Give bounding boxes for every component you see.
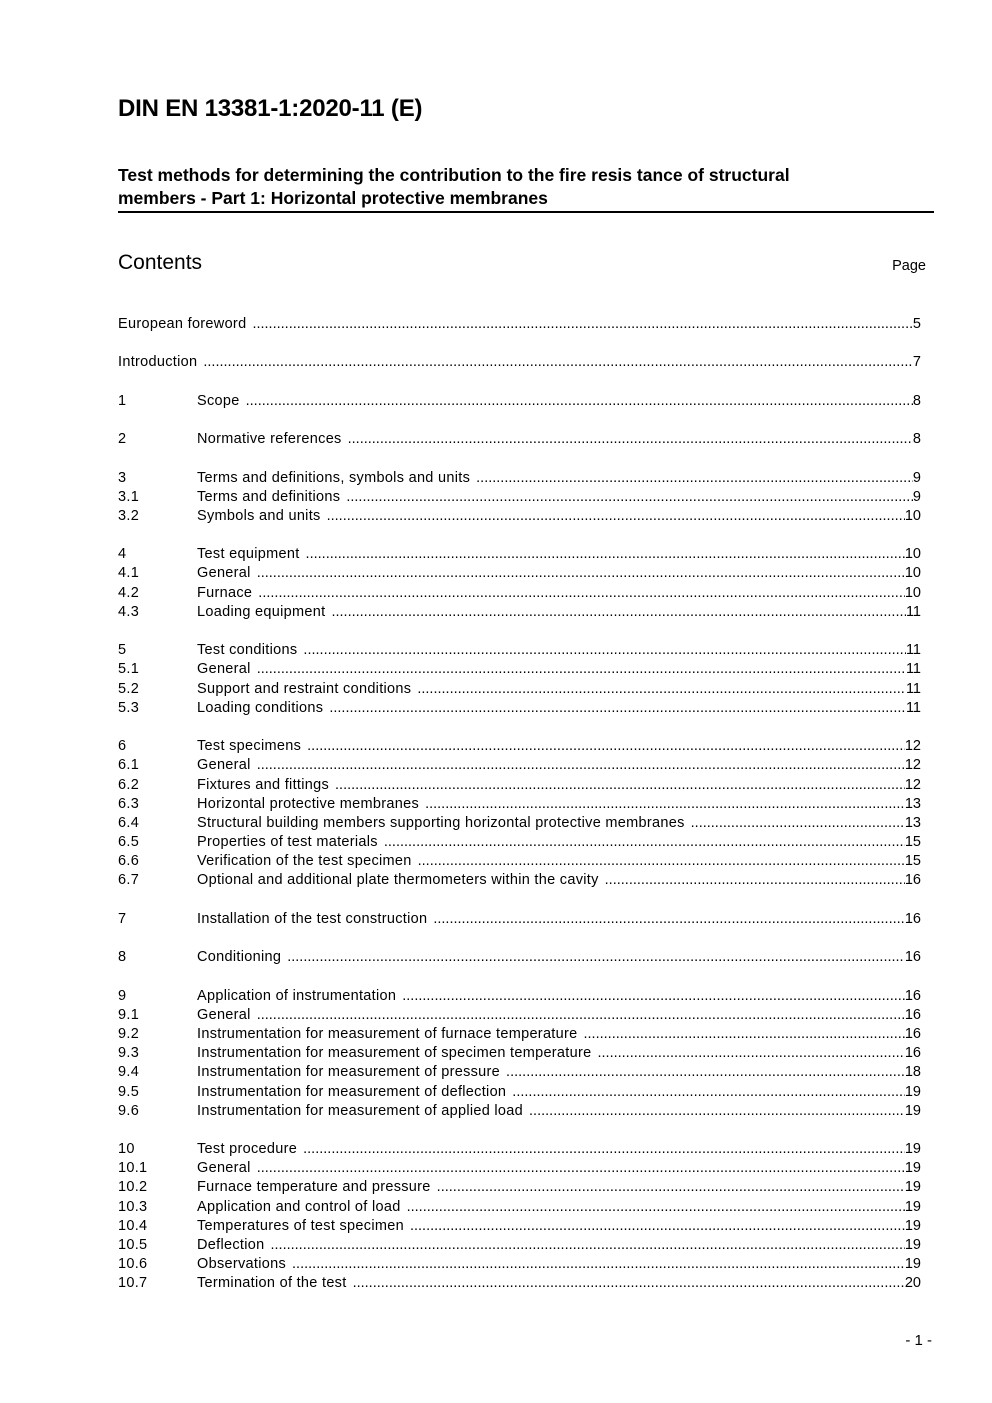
toc-entry-page: 15 <box>904 853 921 870</box>
toc-entry[interactable] <box>118 315 921 334</box>
toc-entry-page: 8 <box>912 392 921 409</box>
toc-entry[interactable] <box>118 737 921 756</box>
toc-entry-page: 19 <box>904 1179 921 1196</box>
toc-entry-title: Deflection <box>197 1237 265 1253</box>
toc-entry[interactable] <box>118 1083 921 1102</box>
toc-dot-leader <box>335 776 905 795</box>
toc-entry[interactable] <box>118 987 921 1006</box>
toc-dot-leader <box>512 1083 905 1102</box>
toc-entry[interactable] <box>118 1236 921 1255</box>
toc-entry-page: 12 <box>904 776 921 793</box>
toc-entry-number: 6.2 <box>118 776 140 793</box>
toc-entry-number: 6.4 <box>118 814 140 831</box>
toc-entry[interactable] <box>118 776 921 795</box>
toc-entry-number: 10.2 <box>118 1179 148 1196</box>
toc-entry-page: 11 <box>905 603 921 620</box>
toc-entry[interactable] <box>118 392 921 411</box>
toc-entry-page: 11 <box>905 699 921 716</box>
toc-entry-page: 16 <box>904 1025 921 1042</box>
toc-dot-leader <box>252 315 912 334</box>
toc-entry-title: Symbols and units <box>197 507 321 524</box>
toc-entry-number: 9.6 <box>118 1102 140 1119</box>
toc-entry-title: Optional and additional plate thermometers within the cavity <box>197 872 599 889</box>
toc-entry-title: Fixtures and fittings <box>197 776 330 793</box>
toc-entry-number: 5.1 <box>118 661 140 678</box>
toc-dot-leader <box>348 430 913 449</box>
toc-dot-leader <box>257 756 905 775</box>
toc-dot-leader <box>425 795 905 814</box>
toc-dot-leader <box>303 641 906 660</box>
toc-entry[interactable] <box>118 756 921 775</box>
toc-entry-page: 16 <box>904 872 921 889</box>
toc-entry-title: Test procedure <box>197 1141 298 1158</box>
toc-entry-number: 6.1 <box>118 757 140 774</box>
toc-entry-title: Instrumentation for measurement of specimen temperature <box>197 1045 592 1062</box>
toc-entry-number: 4.3 <box>118 603 140 620</box>
toc-dot-leader <box>417 680 906 699</box>
toc-dot-leader <box>257 1159 905 1178</box>
toc-entry-title: Test conditions <box>197 642 298 659</box>
footer-page-number: - 1 - <box>905 1332 932 1349</box>
toc-entry-page: 16 <box>904 1045 921 1062</box>
toc-entry-page: 19 <box>904 1256 921 1273</box>
toc-entry-title: Verification of the test specimen <box>197 853 412 870</box>
toc-entry[interactable] <box>118 1274 921 1293</box>
toc-entry-title: Application of instrumentation <box>197 987 397 1004</box>
toc-dot-leader <box>529 1102 905 1121</box>
toc-entry-title: General <box>197 565 251 582</box>
toc-entry-title: Conditioning <box>197 949 282 966</box>
toc-entry-page: 16 <box>904 910 921 927</box>
toc-entry-number: 8 <box>118 949 127 966</box>
toc-entry[interactable] <box>118 507 921 526</box>
toc-entry-title: Observations <box>197 1256 287 1273</box>
toc-entry[interactable] <box>118 1140 921 1159</box>
toc-dot-leader <box>353 1274 905 1293</box>
toc-entry-number: 4.1 <box>118 565 140 582</box>
toc-dot-leader <box>246 392 913 411</box>
toc-entry-number: 1 <box>118 392 127 409</box>
toc-entry-page: 19 <box>904 1217 921 1234</box>
toc-dot-leader <box>437 1178 905 1197</box>
toc-dot-leader <box>597 1044 904 1063</box>
toc-dot-leader <box>257 564 905 583</box>
toc-entry-number: 10.5 <box>118 1237 148 1253</box>
toc-entry-title: Instrumentation for measurement of deflection <box>197 1083 507 1100</box>
toc-entry-title: General <box>197 661 251 678</box>
toc-dot-leader <box>584 1025 905 1044</box>
toc-entry[interactable] <box>118 1044 921 1063</box>
toc-entry[interactable] <box>118 1025 921 1044</box>
toc-entry-page: 19 <box>904 1237 921 1253</box>
toc-entry-title: Test equipment <box>197 546 300 563</box>
toc-entry-number: 9.5 <box>118 1083 140 1100</box>
toc-entry-page: 5 <box>912 316 921 332</box>
toc-entry-title: Termination of the test <box>197 1275 347 1292</box>
toc-entry[interactable] <box>118 430 921 449</box>
toc-entry-number: 9.1 <box>118 1006 140 1023</box>
toc-entry[interactable] <box>118 660 921 679</box>
toc-entry[interactable] <box>118 353 921 372</box>
toc-dot-leader <box>476 469 913 488</box>
table-of-contents <box>118 315 921 1294</box>
toc-entry-page: 19 <box>904 1198 921 1215</box>
toc-entry-page: 12 <box>904 738 921 755</box>
toc-entry-number: 4 <box>118 546 127 563</box>
toc-entry-title: Properties of test materials <box>197 834 378 851</box>
toc-entry-number: 10.1 <box>118 1160 148 1177</box>
toc-entry-page: 16 <box>904 987 921 1004</box>
toc-entry-page: 11 <box>905 661 921 678</box>
toc-dot-leader <box>257 1006 905 1025</box>
toc-entry-number: 3.2 <box>118 507 140 524</box>
toc-entry-page: 20 <box>904 1275 921 1292</box>
toc-entry-title: Horizontal protective membranes <box>197 795 420 812</box>
toc-entry-number: 9.4 <box>118 1064 140 1081</box>
toc-entry-page: 7 <box>912 354 921 371</box>
toc-dot-leader <box>691 814 905 833</box>
document-title-line-2: members - Part 1: Horizontal protective membranes <box>118 188 548 208</box>
toc-entry-number: 7 <box>118 910 127 927</box>
toc-entry-number: 5.3 <box>118 699 140 716</box>
toc-entry-title: Instrumentation for measurement of applied load <box>197 1102 524 1119</box>
toc-entry-number: 3 <box>118 469 127 486</box>
toc-entry-title: Support and restraint conditions <box>197 680 412 697</box>
toc-entry-number: 6 <box>118 738 127 755</box>
toc-entry-title: Terms and definitions, symbols and units <box>197 469 471 486</box>
toc-entry-title: Normative references <box>197 431 342 448</box>
toc-entry-page: 9 <box>912 469 921 486</box>
toc-dot-leader <box>306 545 905 564</box>
toc-entry[interactable] <box>118 584 921 603</box>
toc-entry-number: 6.7 <box>118 872 140 889</box>
document-id: DIN EN 13381-1:2020-11 (E) <box>118 95 423 122</box>
toc-entry-title: Scope <box>197 392 240 409</box>
toc-entry-number: 9.2 <box>118 1025 140 1042</box>
toc-entry[interactable] <box>118 1198 921 1217</box>
toc-entry-page: 10 <box>904 565 921 582</box>
toc-dot-leader <box>327 507 905 526</box>
toc-entry-number: 5 <box>118 642 127 659</box>
document-title <box>118 164 934 213</box>
toc-entry-title: Terms and definitions <box>197 488 341 505</box>
toc-entry-title: General <box>197 757 251 774</box>
toc-entry-title: European foreword <box>118 316 247 332</box>
toc-dot-leader <box>506 1063 905 1082</box>
toc-entry-page: 11 <box>905 680 921 697</box>
toc-dot-leader <box>257 660 906 679</box>
toc-dot-leader <box>407 1198 905 1217</box>
toc-entry-number: 10.3 <box>118 1198 148 1215</box>
toc-entry[interactable] <box>118 852 921 871</box>
document-title-line-1: Test methods for determining the contribution to the fire resis tance of structural <box>118 165 790 185</box>
toc-entry[interactable] <box>118 1255 921 1274</box>
toc-entry-page: 16 <box>904 1006 921 1023</box>
toc-entry-number: 6.5 <box>118 834 140 851</box>
toc-entry-title: Instrumentation for measurement of furnace temperature <box>197 1025 578 1042</box>
toc-entry-number: 4.2 <box>118 584 140 601</box>
toc-entry[interactable] <box>118 1006 921 1025</box>
toc-entry-page: 10 <box>904 546 921 563</box>
toc-dot-leader <box>203 353 913 372</box>
toc-entry-number: 10 <box>118 1141 135 1158</box>
toc-dot-leader <box>287 948 905 967</box>
toc-dot-leader <box>605 871 905 890</box>
toc-entry[interactable] <box>118 1178 921 1197</box>
toc-entry[interactable] <box>118 564 921 583</box>
toc-entry-title: Structural building members supporting horizontal protective membranes <box>197 814 685 831</box>
toc-entry-page: 19 <box>904 1160 921 1177</box>
toc-entry-number: 9 <box>118 987 127 1004</box>
toc-entry[interactable] <box>118 680 921 699</box>
toc-entry-title: General <box>197 1006 251 1023</box>
toc-entry-page: 10 <box>904 507 921 524</box>
toc-entry-title: Furnace temperature and pressure <box>197 1179 431 1196</box>
toc-entry-number: 6.3 <box>118 795 140 812</box>
toc-entry-page: 18 <box>904 1064 921 1081</box>
toc-entry-title: Temperatures of test specimen <box>197 1217 404 1234</box>
toc-entry-number: 5.2 <box>118 680 140 697</box>
toc-entry-page: 19 <box>904 1102 921 1119</box>
toc-entry[interactable] <box>118 871 921 890</box>
toc-entry-page: 16 <box>904 949 921 966</box>
toc-entry[interactable] <box>118 1217 921 1236</box>
toc-dot-leader <box>307 737 905 756</box>
toc-entry[interactable] <box>118 469 921 488</box>
toc-entry-page: 8 <box>912 431 921 448</box>
toc-dot-leader <box>270 1236 904 1255</box>
toc-dot-leader <box>258 584 905 603</box>
toc-dot-leader <box>292 1255 905 1274</box>
toc-entry-number: 3.1 <box>118 488 140 505</box>
toc-entry-page: 13 <box>904 795 921 812</box>
page-column-heading: Page <box>892 258 926 274</box>
toc-dot-leader <box>331 603 905 622</box>
toc-entry[interactable] <box>118 603 921 622</box>
toc-entry-title: Instrumentation for measurement of pressure <box>197 1064 501 1081</box>
toc-entry-number: 10.7 <box>118 1275 148 1292</box>
toc-entry-page: 19 <box>904 1141 921 1158</box>
toc-dot-leader <box>346 488 913 507</box>
toc-entry-number: 10.4 <box>118 1217 148 1234</box>
toc-entry[interactable] <box>118 795 921 814</box>
toc-entry-page: 13 <box>904 814 921 831</box>
toc-dot-leader <box>303 1140 905 1159</box>
toc-dot-leader <box>402 987 905 1006</box>
toc-entry[interactable] <box>118 833 921 852</box>
toc-entry[interactable] <box>118 1102 921 1121</box>
toc-entry-number: 10.6 <box>118 1256 148 1273</box>
toc-entry[interactable] <box>118 641 921 660</box>
toc-entry-title: Loading equipment <box>197 603 326 620</box>
toc-entry[interactable] <box>118 1159 921 1178</box>
toc-entry-page: 19 <box>904 1083 921 1100</box>
toc-entry-page: 11 <box>905 642 921 659</box>
toc-entry[interactable] <box>118 1063 921 1082</box>
toc-entry-number: 9.3 <box>118 1045 140 1062</box>
contents-heading: Contents <box>118 251 203 274</box>
toc-entry-title: Installation of the test construction <box>197 910 428 927</box>
toc-entry-title: Introduction <box>118 354 198 371</box>
toc-entry-page: 10 <box>904 584 921 601</box>
toc-entry-page: 12 <box>904 757 921 774</box>
toc-dot-leader <box>418 852 905 871</box>
toc-entry[interactable] <box>118 488 921 507</box>
toc-dot-leader <box>433 910 905 929</box>
toc-entry-title: General <box>197 1160 251 1177</box>
toc-dot-leader <box>329 699 906 718</box>
toc-entry[interactable] <box>118 910 921 929</box>
toc-entry-title: Loading conditions <box>197 699 324 716</box>
toc-dot-leader <box>410 1217 905 1236</box>
toc-entry-title: Test specimens <box>197 738 302 755</box>
toc-entry-number: 2 <box>118 431 127 448</box>
toc-entry-title: Furnace <box>197 584 253 601</box>
toc-entry-page: 15 <box>904 834 921 851</box>
toc-entry[interactable] <box>118 545 921 564</box>
toc-entry-number: 6.6 <box>118 853 140 870</box>
toc-entry[interactable] <box>118 699 921 718</box>
toc-dot-leader <box>384 833 905 852</box>
toc-entry[interactable] <box>118 814 921 833</box>
toc-entry-page: 9 <box>912 488 921 505</box>
toc-entry-title: Application and control of load <box>197 1198 401 1215</box>
toc-entry[interactable] <box>118 948 921 967</box>
